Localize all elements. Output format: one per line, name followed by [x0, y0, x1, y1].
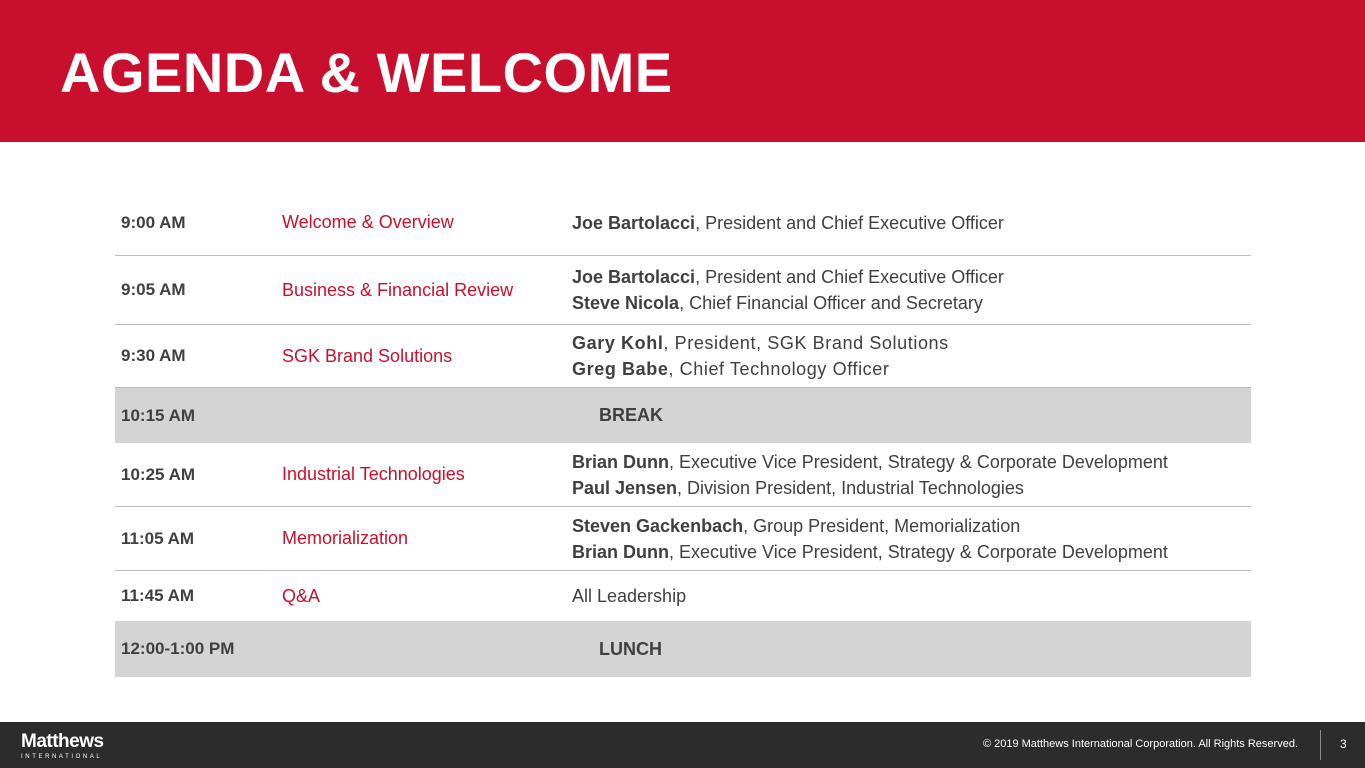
speaker-name: Steven Gackenbach [572, 515, 744, 536]
speaker-name: Greg Babe [572, 359, 669, 379]
speaker-role: , Chief Technology Officer [668, 359, 890, 379]
agenda-time: 12:00-1:00 PM [121, 639, 235, 658]
page-title: AGENDA & WELCOME [60, 41, 673, 104]
agenda-break-row [115, 621, 1251, 677]
speaker-name: Gary Kohl [572, 333, 664, 353]
agenda-speakers [572, 443, 1168, 506]
page-number: 3 [1340, 737, 1347, 751]
agenda-speakers [572, 507, 1168, 570]
speaker-line [572, 290, 1004, 316]
agenda-table [115, 190, 1251, 677]
speaker-role: , President and Chief Executive Officer [695, 212, 1004, 233]
agenda-topic: Business & Financial Review [282, 279, 514, 300]
agenda-time: 11:45 AM [121, 586, 195, 605]
agenda-row [115, 190, 1251, 256]
agenda-speakers [572, 190, 1004, 255]
speaker-line [572, 264, 1004, 290]
agenda-speakers [572, 256, 1004, 324]
speaker-line [572, 330, 949, 356]
footer-bar [0, 722, 1365, 768]
agenda-break-row [115, 388, 1251, 443]
speaker-line [572, 513, 1168, 539]
agenda-row [115, 256, 1251, 325]
speaker-line [572, 449, 1168, 475]
agenda-topic: SGK Brand Solutions [282, 345, 453, 366]
agenda-speakers [572, 571, 686, 621]
speaker-name: Joe Bartolacci [572, 267, 696, 287]
title-banner [0, 0, 1365, 142]
agenda-row [115, 571, 1251, 621]
speaker-name: Joe Bartolacci [572, 212, 696, 233]
agenda-time: 9:05 AM [121, 280, 186, 299]
speaker-role: , Group President, Memorialization [743, 515, 1021, 536]
agenda-topic: Industrial Technologies [282, 464, 465, 484]
agenda-time: 9:30 AM [121, 346, 186, 365]
agenda-speakers [572, 325, 949, 387]
agenda-time: 9:00 AM [121, 212, 186, 232]
matthews-logo [21, 732, 104, 761]
agenda-row [115, 443, 1251, 507]
agenda-break-label: LUNCH [599, 638, 662, 659]
footer-divider [1320, 730, 1321, 760]
speaker-name: Steve Nicola [572, 293, 680, 313]
speaker-role: , President and Chief Executive Officer [695, 267, 1004, 287]
agenda-time: 10:25 AM [121, 464, 196, 484]
agenda-row [115, 507, 1251, 571]
speaker-role: , Executive Vice President, Strategy & Corporate Development [669, 541, 1168, 562]
speaker-name: Brian Dunn [572, 451, 669, 472]
agenda-break-label: BREAK [599, 405, 664, 425]
copyright-text: © 2019 Matthews International Corporation. All Rights Reserved. [982, 738, 1298, 750]
speaker-role: , Executive Vice President, Strategy & Corporate Development [669, 451, 1168, 472]
agenda-topic: Memorialization [282, 528, 409, 548]
speaker-role: , President, SGK Brand Solutions [663, 333, 949, 353]
logo-wordmark: Matthews [21, 731, 104, 752]
speaker-line [572, 539, 1168, 565]
speaker-role: All Leadership [572, 586, 687, 606]
speaker-role: , Chief Financial Officer and Secretary [679, 293, 983, 313]
speaker-line [572, 475, 1168, 501]
speaker-line [572, 210, 1004, 236]
speaker-name: Paul Jensen [572, 477, 678, 498]
agenda-row [115, 325, 1251, 388]
logo-subtext: INTERNATIONAL [21, 754, 103, 760]
agenda-topic: Welcome & Overview [282, 212, 454, 232]
speaker-role: , Division President, Industrial Technologies [677, 477, 1024, 498]
agenda-time: 10:15 AM [121, 405, 196, 425]
speaker-line [572, 356, 949, 382]
speaker-line [572, 583, 686, 609]
agenda-time: 11:05 AM [121, 528, 195, 548]
agenda-topic: Q&A [282, 585, 321, 606]
speaker-name: Brian Dunn [572, 541, 669, 562]
